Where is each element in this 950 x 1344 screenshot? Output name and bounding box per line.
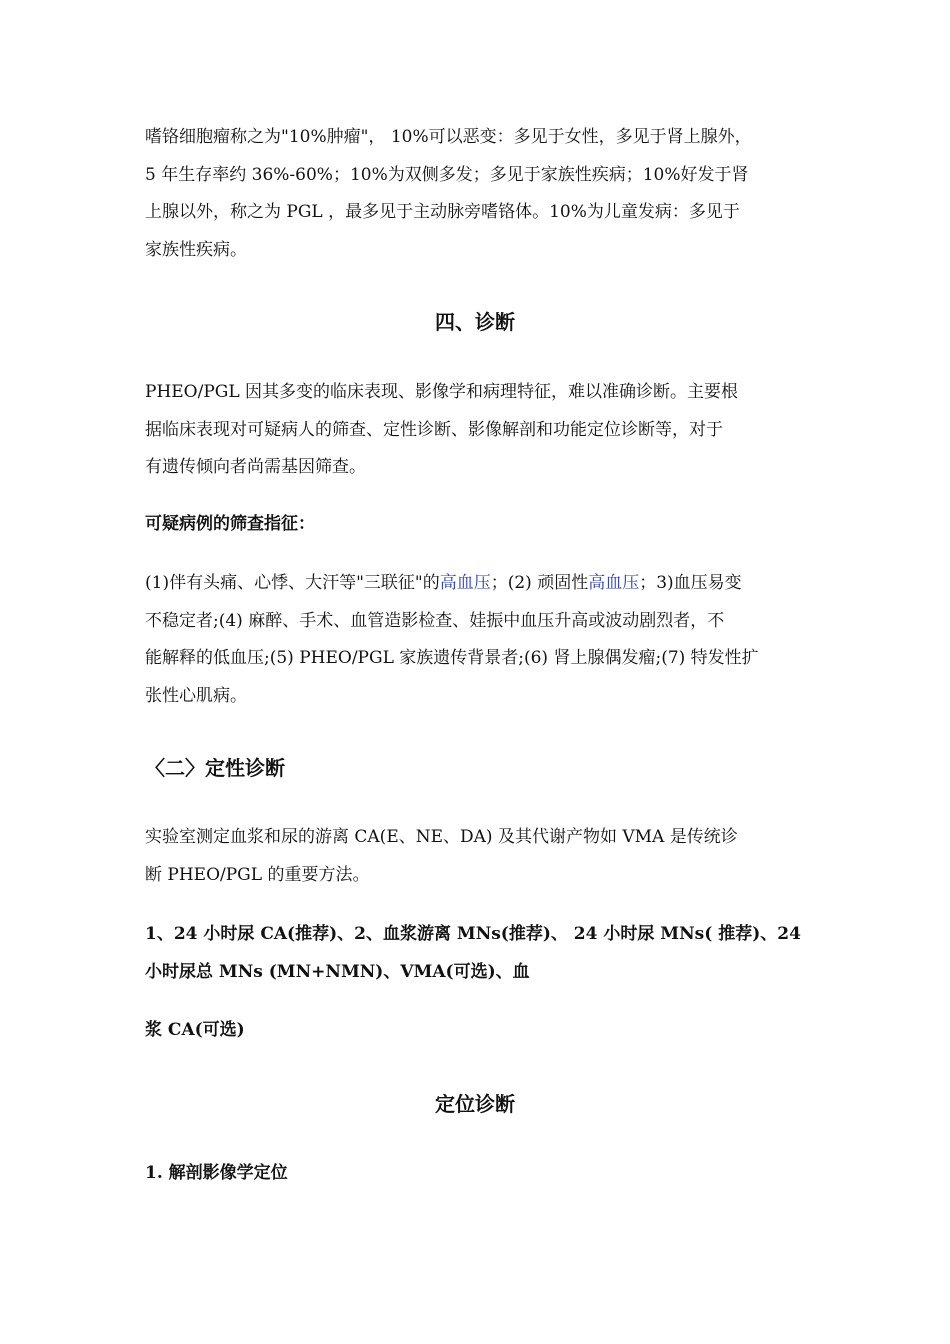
section-heading-localization: 定位诊断 <box>435 1092 515 1116</box>
text-line: 不稳定者;(4) 麻醉、手术、血管造影检查、娃振中血压升高或波动剧烈者，不 <box>145 610 725 631</box>
text-line: 小时尿总 MNs (MN+NMN)、VMA(可选)、血 <box>145 961 530 982</box>
tests-list-continued <box>145 1012 810 1050</box>
section-heading-diagnosis: 四、诊断 <box>435 310 515 334</box>
text-line <box>145 565 810 603</box>
screening-title-text: 可疑病例的筛查指征： <box>145 514 315 534</box>
hypertension-link[interactable]: 高血压 <box>588 573 640 593</box>
subheading-anatomical <box>145 1155 810 1193</box>
text-line: PHEO/PGL 因其多变的临床表现、影像学和病理特征，难以准确诊断。主要根 <box>145 382 739 402</box>
section-heading-qualitative: 〈二〉定性诊断 <box>145 756 285 780</box>
text-line: 上腺以外，称之为 PGL ，最多见于主动脉旁嗜铬体。10%为儿童发病：多见于 <box>145 202 740 222</box>
text-line: 家族性疾病。 <box>145 239 247 260</box>
text-line: 嗜铬细胞瘤称之为"10%肿瘤"， 10%可以恶变：多见于女性，多见于肾上腺外， <box>145 127 752 147</box>
text-line: 张性心肌病。 <box>145 685 247 706</box>
intro-paragraph <box>145 119 810 269</box>
screening-title <box>145 506 810 544</box>
screening-paragraph <box>145 565 810 715</box>
hypertension-link[interactable]: 高血压 <box>439 573 491 593</box>
qualitative-paragraph <box>145 819 810 894</box>
text-segment: ；(2) 顽固性 <box>490 573 589 593</box>
text-line: 据临床表现对可疑病人的筛查、定性诊断、影像解剖和功能定位诊断等，对于 <box>145 419 723 440</box>
text-line: 浆 CA(可选) <box>145 1020 245 1040</box>
text-segment: (1)伴有头痛、心悸、大汗等"三联征"的 <box>145 573 440 593</box>
text-line: 有遗传倾向者尚需基因筛查。 <box>145 457 366 477</box>
diagnosis-paragraph <box>145 374 810 487</box>
text-line: 实验室测定血浆和尿的游离 CA(E、NE、DA) 及其代谢产物如 VMA 是传统诊 <box>145 827 738 847</box>
text-line: 1、24 小时尿 CA(推荐)、2、血浆游离 MNs(推荐)、 24 小时尿 MNs( 推荐)、24 <box>145 924 801 944</box>
text-line: 能解释的低血压;(5) PHEO/PGL 家族遗传背景者;(6) 肾上腺偶发瘤;(7) 特发性扩 <box>145 648 759 668</box>
tests-list <box>145 916 810 991</box>
text-line: 5 年生存率约 36%-60%；10%为双侧多发；多见于家族性疾病；10%好发于肾 <box>145 164 749 185</box>
subheading-text: 1. 解剖影像学定位 <box>145 1163 288 1183</box>
text-line: 断 PHEO/PGL 的重要方法。 <box>145 864 370 885</box>
text-segment: ；3)血压易变 <box>639 573 742 593</box>
